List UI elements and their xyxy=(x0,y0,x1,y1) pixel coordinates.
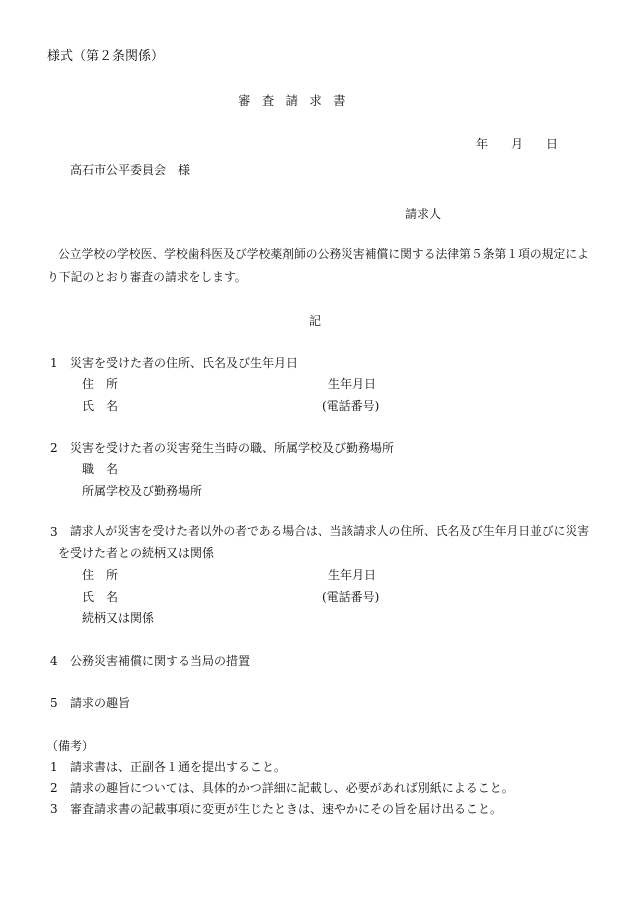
name-label: 氏 名 xyxy=(82,399,119,413)
note-number: 1 xyxy=(50,760,58,774)
section-number: 3 xyxy=(50,525,58,539)
date-day: 日 xyxy=(546,137,559,151)
job-label: 職 名 xyxy=(82,462,119,476)
note-text: 請求書は、正副各１通を提出すること。 xyxy=(70,760,287,774)
section-heading: 災害を受けた者の災害発生当時の職、所属学校及び勤務場所 xyxy=(70,441,395,455)
document-title: 審査請求書 xyxy=(238,93,357,108)
note-number: 2 xyxy=(50,781,58,795)
address-label: 住 所 xyxy=(82,568,119,582)
addressee: 高石市公平委員会 様 xyxy=(70,163,191,177)
section-heading: 災害を受けた者の住所、氏名及び生年月日 xyxy=(70,356,299,370)
section-heading: 請求人が災害を受けた者以外の者である場合は、当該請求人の住所、氏名及び生年月日並びに災害 xyxy=(70,524,590,538)
section-number: 1 xyxy=(50,356,58,370)
phone-label: (電話番号) xyxy=(322,590,380,604)
phone-label: (電話番号) xyxy=(322,399,380,413)
section-heading-cont: を受けた者との続柄又は関係 xyxy=(58,546,215,560)
school-label: 所属学校及び勤務場所 xyxy=(82,484,203,498)
address-label: 住 所 xyxy=(82,377,119,391)
note-number: 3 xyxy=(50,802,58,816)
section-number: 2 xyxy=(50,441,58,455)
intro-line-2: り下記のとおり審査の請求をします。 xyxy=(47,270,247,284)
ki-heading: 記 xyxy=(309,314,322,328)
note-text: 請求の趣旨については、具体的かつ詳細に記載し、必要があれば別紙によること。 xyxy=(70,781,514,795)
notes-heading: （備考） xyxy=(46,739,95,753)
date-year: 年 xyxy=(476,137,489,151)
form-label: 様式（第２条関係） xyxy=(47,49,165,64)
relation-label: 続柄又は関係 xyxy=(82,611,155,625)
section-heading: 公務災害補償に関する当局の措置 xyxy=(70,654,251,668)
note-text: 審査請求書の記載事項に変更が生じたときは、速やかにその旨を届け出ること。 xyxy=(70,802,503,816)
section-number: 5 xyxy=(50,696,58,710)
birthdate-label: 生年月日 xyxy=(328,568,377,582)
section-heading: 請求の趣旨 xyxy=(70,696,131,710)
birthdate-label: 生年月日 xyxy=(328,377,377,391)
section-number: 4 xyxy=(50,654,58,668)
claimant-label: 請求人 xyxy=(405,207,442,221)
name-label: 氏 名 xyxy=(82,590,119,604)
intro-line-1: 公立学校の学校医、学校歯科医及び学校薬剤師の公務災害補償に関する法律第５条第１項の規定によ xyxy=(58,247,589,261)
date-month: 月 xyxy=(511,137,524,151)
